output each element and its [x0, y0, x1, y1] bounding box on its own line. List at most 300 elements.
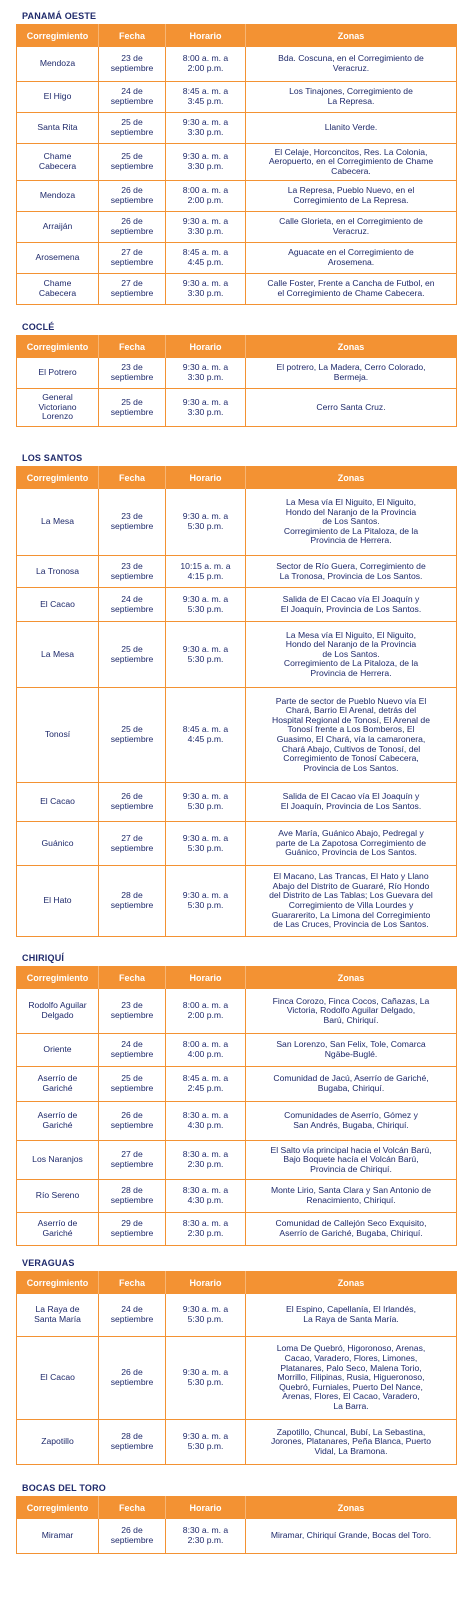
cell-corregimiento: Aserrío de Gariché — [37, 1073, 78, 1093]
cell-zonas: Aguacate en el Corregimiento de Arosemena. — [288, 247, 414, 267]
table-row — [17, 556, 457, 588]
table-cell — [246, 622, 457, 688]
table-row — [17, 822, 457, 866]
section-1 — [16, 319, 456, 427]
table-cell — [17, 489, 99, 556]
cell-horario: 9:30 a. m. a 5:30 p.m. — [182, 791, 229, 811]
table-cell — [99, 866, 166, 937]
table-cell — [17, 1294, 99, 1337]
column-header: Horario — [166, 25, 246, 48]
table-cell — [246, 822, 457, 866]
cell-zonas: Calle Foster, Frente a Cancha de Futbol, en el Corregimiento de Chame Cabecera. — [267, 278, 435, 298]
cell-horario: 8:45 a. m. a 4:45 p.m. — [182, 247, 229, 267]
table-cell — [246, 1420, 457, 1465]
cell-zonas: Parte de sector de Pueblo Nuevo vía El Chará, Barrio El Arenal, detrás del Hospital Regional de Tonosí, El Arenal de Tonosí frente a Los Bomberos, El Guasimo, El Chará, vía la camaronera, Chará Abajo, Cultivos de Tonosí, del Corregimiento de Tonosí Cabecera, Provincia de Los Santos. — [272, 695, 430, 773]
cell-zonas: Salida de El Cacao vía El Joaquín y El Joaquín, Provincia de Los Santos. — [280, 593, 422, 614]
cell-corregimiento: Guánico — [41, 837, 74, 848]
table-cell — [246, 243, 457, 274]
cell-corregimiento: Aserrío de Gariché — [37, 1218, 78, 1238]
cell-corregimiento: Mendoza — [39, 58, 76, 69]
column-header: Horario — [166, 1497, 246, 1520]
table-row — [17, 212, 457, 243]
table-cell — [166, 144, 246, 181]
table-cell — [99, 1102, 166, 1141]
column-header: Corregimiento — [17, 1272, 99, 1295]
table-row — [17, 243, 457, 274]
cell-fecha: 23 de septiembre — [110, 362, 154, 382]
table-cell — [99, 1294, 166, 1337]
cell-corregimiento: Chame Cabecera — [38, 278, 77, 298]
cell-horario: 9:30 a. m. a 3:30 p.m. — [182, 396, 229, 417]
cell-corregimiento: Tonosí — [44, 729, 71, 740]
table-cell — [99, 144, 166, 181]
table-cell — [99, 1519, 166, 1554]
table-cell — [17, 1337, 99, 1420]
cell-corregimiento: Miramar — [41, 1530, 74, 1541]
column-header: Corregimiento — [17, 336, 99, 359]
table-cell — [17, 622, 99, 688]
table-cell — [166, 1180, 246, 1213]
cell-horario: 8:30 a. m. a 4:30 p.m. — [182, 1110, 229, 1130]
table-cell — [246, 113, 457, 144]
column-header: Zonas — [246, 967, 457, 990]
table-cell — [246, 1034, 457, 1067]
cell-fecha: 27 de septiembre — [110, 832, 154, 853]
table-cell — [99, 588, 166, 622]
cell-horario: 9:30 a. m. a 5:30 p.m. — [182, 1367, 229, 1387]
table-cell — [99, 489, 166, 556]
table-cell — [246, 556, 457, 588]
cell-corregimiento: Oriente — [43, 1044, 72, 1055]
table-cell — [17, 588, 99, 622]
column-header: Corregimiento — [17, 967, 99, 990]
section-3 — [16, 950, 456, 1246]
table-cell — [99, 688, 166, 783]
cell-horario: 8:00 a. m. a 4:00 p.m. — [182, 1039, 229, 1059]
table-cell — [17, 556, 99, 588]
table-cell — [246, 1294, 457, 1337]
cell-corregimiento: El Potrero — [38, 367, 77, 378]
cell-fecha: 25 de septiembre — [110, 1073, 154, 1093]
cell-horario: 8:45 a. m. a 4:45 p.m. — [182, 724, 229, 744]
cell-horario: 8:30 a. m. a 2:30 p.m. — [182, 1218, 229, 1238]
cell-corregimiento: Chame Cabecera — [38, 151, 77, 171]
table-cell — [17, 113, 99, 144]
table-cell — [246, 274, 457, 305]
table-cell — [166, 556, 246, 588]
table-row — [17, 866, 457, 937]
cell-zonas: La Mesa vía El Niguito, El Niguito, Hondo del Naranjo de la Provincia de Los Santos. Corregimiento de La Pitaloza, de la Provincia de Herrera. — [283, 629, 419, 678]
column-header: Corregimiento — [17, 1497, 99, 1520]
column-header: Zonas — [246, 467, 457, 490]
section-title: COCLÉ — [22, 322, 55, 332]
column-header: Horario — [166, 467, 246, 490]
table-cell — [246, 47, 457, 82]
schedule-table — [16, 335, 457, 427]
cell-fecha: 26 de septiembre — [110, 791, 154, 811]
table-cell — [17, 47, 99, 82]
cell-fecha: 25 de septiembre — [110, 117, 154, 137]
table-cell — [99, 1180, 166, 1213]
cell-zonas: Comunidad de Jacú, Aserrío de Gariché, Bugaba, Chiriquí. — [273, 1073, 429, 1093]
section-4 — [16, 1255, 456, 1465]
section-title: LOS SANTOS — [22, 453, 83, 463]
cell-zonas: Cerro Santa Cruz. — [316, 401, 386, 412]
schedule-table — [16, 24, 457, 305]
cell-zonas: Salida de El Cacao vía El Joaquín y El Joaquín, Provincia de Los Santos. — [280, 791, 422, 811]
cell-fecha: 24 de septiembre — [110, 593, 154, 614]
cell-fecha: 28 de septiembre — [110, 1431, 154, 1451]
section-title: PANAMÁ OESTE — [22, 11, 97, 21]
table-cell — [99, 1141, 166, 1180]
table-cell — [17, 82, 99, 113]
table-cell — [99, 989, 166, 1034]
cell-fecha: 28 de septiembre — [110, 890, 154, 910]
cell-corregimiento: Arosemena — [35, 252, 80, 263]
cell-horario: 8:45 a. m. a 2:45 p.m. — [182, 1073, 229, 1093]
table-cell — [99, 389, 166, 427]
table-cell — [166, 1213, 246, 1246]
schedule-table — [16, 1496, 457, 1554]
cell-fecha: 25 de septiembre — [110, 151, 154, 171]
table-cell — [166, 489, 246, 556]
table-cell — [99, 113, 166, 144]
cell-horario: 9:30 a. m. a 3:30 p.m. — [182, 278, 229, 298]
cell-fecha: 26 de septiembre — [110, 1525, 154, 1545]
cell-corregimiento: La Mesa — [41, 516, 74, 527]
cell-corregimiento: Los Naranjos — [32, 1154, 83, 1165]
table-cell — [17, 1102, 99, 1141]
cell-horario: 8:30 a. m. a 2:30 p.m. — [182, 1525, 229, 1545]
section-2 — [16, 450, 456, 937]
table-cell — [246, 688, 457, 783]
table-cell — [99, 1337, 166, 1420]
column-header: Fecha — [99, 967, 166, 990]
table-row — [17, 47, 457, 82]
table-cell — [246, 783, 457, 822]
table-row — [17, 783, 457, 822]
cell-corregimiento: El Hato — [43, 895, 72, 906]
cell-horario: 9:30 a. m. a 3:30 p.m. — [182, 362, 229, 382]
column-header: Horario — [166, 1272, 246, 1295]
table-cell — [99, 1034, 166, 1067]
cell-zonas: Ave María, Guánico Abajo, Pedregal y parte de La Zapotosa Corregimiento de Guánico, Provincia de Los Santos. — [275, 828, 426, 858]
table-cell — [166, 1102, 246, 1141]
cell-horario: 8:45 a. m. a 3:45 p.m. — [182, 86, 229, 106]
cell-fecha: 23 de septiembre — [110, 1000, 154, 1020]
column-header: Fecha — [99, 467, 166, 490]
cell-zonas: Los Tinajones, Corregimiento de La Represa. — [289, 86, 413, 106]
cell-fecha: 24 de septiembre — [110, 1304, 154, 1324]
cell-zonas: El potrero, La Madera, Cerro Colorado, Bermeja. — [276, 362, 426, 382]
table-cell — [99, 181, 166, 212]
table-row — [17, 274, 457, 305]
table-cell — [166, 822, 246, 866]
table-cell — [246, 358, 457, 389]
table-cell — [99, 1067, 166, 1102]
table-cell — [17, 783, 99, 822]
cell-corregimiento: La Mesa — [41, 648, 74, 659]
section-0 — [16, 8, 456, 305]
cell-zonas: El Celaje, Horconcitos, Res. La Colonia, Aeropuerto, en el Corregimiento de Chame Cabecera. — [268, 146, 434, 176]
table-cell — [17, 181, 99, 212]
table-row — [17, 181, 457, 212]
table-row — [17, 1067, 457, 1102]
cell-zonas: Comunidad de Callejón Seco Exquisito, Aserrío de Gariché, Bugaba, Chiriquí. — [275, 1218, 427, 1238]
cell-corregimiento: La Tronosa — [36, 565, 79, 576]
column-header: Zonas — [246, 336, 457, 359]
table-row — [17, 1141, 457, 1180]
header-row — [17, 336, 457, 359]
column-header: Zonas — [246, 1497, 457, 1520]
cell-zonas: Finca Corozo, Finca Cocos, Cañazas, La Victoria, Rodolfo Aguilar Delgado, Barú, Chiriquí. — [272, 995, 430, 1025]
schedule-table — [16, 966, 457, 1246]
cell-fecha: 23 de septiembre — [110, 560, 154, 581]
table-cell — [166, 358, 246, 389]
cell-horario: 9:30 a. m. a 5:30 p.m. — [182, 593, 229, 614]
cell-zonas: San Lorenzo, San Felix, Tole, Comarca Ngäbe-Buglé. — [276, 1039, 426, 1059]
table-cell — [246, 989, 457, 1034]
table-row — [17, 113, 457, 144]
table-cell — [166, 274, 246, 305]
table-row — [17, 622, 457, 688]
cell-zonas: Bda. Coscuna, en el Corregimiento de Veracruz. — [278, 53, 424, 73]
table-cell — [246, 588, 457, 622]
cell-fecha: 24 de septiembre — [110, 1039, 154, 1059]
column-header: Horario — [166, 336, 246, 359]
column-header: Fecha — [99, 1272, 166, 1295]
cell-corregimiento: General Victoriano Lorenzo — [38, 392, 77, 422]
cell-horario: 9:30 a. m. a 5:30 p.m. — [182, 511, 229, 531]
cell-corregimiento: El Cacao — [40, 796, 75, 807]
table-cell — [246, 181, 457, 212]
table-cell — [246, 1067, 457, 1102]
table-cell — [99, 274, 166, 305]
table-cell — [166, 1141, 246, 1180]
table-cell — [166, 47, 246, 82]
table-cell — [17, 1420, 99, 1465]
cell-corregimiento: El Higo — [43, 91, 72, 102]
cell-corregimiento: Mendoza — [39, 190, 76, 201]
cell-fecha: 25 de septiembre — [110, 724, 154, 744]
table-cell — [246, 1102, 457, 1141]
table-cell — [166, 181, 246, 212]
cell-zonas: La Mesa vía El Niguito, El Niguito, Hondo del Naranjo de la Provincia de Los Santos. Corregimiento de La Pitaloza, de la Provincia de Herrera. — [283, 497, 419, 546]
table-cell — [246, 212, 457, 243]
cell-horario: 9:30 a. m. a 5:30 p.m. — [182, 832, 229, 853]
cell-fecha: 23 de septiembre — [110, 511, 154, 531]
table-row — [17, 358, 457, 389]
cell-corregimiento: El Cacao — [40, 598, 75, 609]
section-title: VERAGUAS — [22, 1258, 75, 1268]
table-cell — [166, 1067, 246, 1102]
table-cell — [166, 212, 246, 243]
table-cell — [166, 1294, 246, 1337]
cell-fecha: 24 de septiembre — [110, 86, 154, 106]
table-cell — [246, 1213, 457, 1246]
table-row — [17, 144, 457, 181]
column-header: Zonas — [246, 25, 457, 48]
table-cell — [166, 622, 246, 688]
table-cell — [99, 783, 166, 822]
table-cell — [99, 622, 166, 688]
cell-horario: 9:30 a. m. a 5:30 p.m. — [182, 1304, 229, 1324]
table-cell — [166, 783, 246, 822]
table-cell — [166, 113, 246, 144]
column-header: Horario — [166, 967, 246, 990]
cell-fecha: 25 de septiembre — [110, 643, 154, 664]
cell-corregimiento: Arraiján — [42, 221, 73, 232]
cell-fecha: 27 de septiembre — [110, 1149, 154, 1169]
cell-horario: 9:30 a. m. a 5:30 p.m. — [182, 643, 229, 664]
table-cell — [166, 1337, 246, 1420]
cell-fecha: 26 de septiembre — [110, 1367, 154, 1387]
table-row — [17, 1519, 457, 1554]
header-row — [17, 1272, 457, 1295]
cell-corregimiento: Aserrío de Gariché — [37, 1110, 78, 1130]
table-cell — [166, 866, 246, 937]
cell-fecha: 29 de septiembre — [110, 1218, 154, 1238]
cell-horario: 8:00 a. m. a 2:00 p.m. — [182, 53, 229, 73]
cell-horario: 9:30 a. m. a 3:30 p.m. — [182, 117, 229, 137]
schedule-table — [16, 466, 457, 937]
table-cell — [166, 243, 246, 274]
table-cell — [17, 688, 99, 783]
table-cell — [99, 1420, 166, 1465]
cell-horario: 9:30 a. m. a 5:30 p.m. — [182, 1431, 229, 1451]
cell-zonas: El Macano, Las Trancas, El Hato y Llano Abajo del Distrito de Guararé, Río Hondo del Distrito de Las Tablas; Los Guevara del Corregimiento de Villa Lourdes y Guararerito, La Limona del Corregimiento de Las Cruces, Provincia de Los Santos. — [269, 871, 433, 930]
cell-fecha: 27 de septiembre — [110, 278, 154, 298]
table-cell — [246, 389, 457, 427]
cell-corregimiento: Río Sereno — [35, 1190, 80, 1201]
column-header: Corregimiento — [17, 467, 99, 490]
table-cell — [17, 1180, 99, 1213]
table-cell — [17, 866, 99, 937]
table-row — [17, 1034, 457, 1067]
cell-zonas: Monte Lirio, Santa Clara y San Antonio de Renacimiento, Chiriquí. — [270, 1185, 432, 1205]
table-cell — [17, 1213, 99, 1246]
table-row — [17, 688, 457, 783]
table-cell — [166, 1420, 246, 1465]
table-cell — [246, 1519, 457, 1554]
column-header: Fecha — [99, 1497, 166, 1520]
cell-zonas: Zapotillo, Chuncal, Bubí, La Sebastina, Jorones, Platanares, Peña Blanca, Puerto Vidal, La Bramona. — [270, 1426, 432, 1456]
table-cell — [17, 1519, 99, 1554]
table-cell — [246, 1337, 457, 1420]
table-cell — [17, 243, 99, 274]
cell-corregimiento: La Raya de Santa María — [34, 1304, 81, 1324]
table-cell — [246, 144, 457, 181]
table-cell — [17, 274, 99, 305]
table-cell — [17, 144, 99, 181]
schedule-table — [16, 1271, 457, 1465]
table-row — [17, 389, 457, 427]
cell-corregimiento: Santa Rita — [37, 122, 78, 133]
cell-fecha: 26 de septiembre — [110, 185, 154, 205]
table-row — [17, 1213, 457, 1246]
table-cell — [246, 1180, 457, 1213]
table-row — [17, 1102, 457, 1141]
column-header: Zonas — [246, 1272, 457, 1295]
table-cell — [246, 866, 457, 937]
header-row — [17, 1497, 457, 1520]
table-row — [17, 489, 457, 556]
cell-fecha: 26 de septiembre — [110, 1110, 154, 1130]
table-row — [17, 1337, 457, 1420]
column-header: Fecha — [99, 25, 166, 48]
table-row — [17, 989, 457, 1034]
section-5 — [16, 1480, 456, 1554]
cell-zonas: Sector de Río Guera, Corregimiento de La Tronosa, Provincia de Los Santos. — [276, 560, 426, 581]
table-cell — [166, 82, 246, 113]
table-cell — [17, 212, 99, 243]
section-title: BOCAS DEL TORO — [22, 1483, 106, 1493]
table-cell — [17, 1067, 99, 1102]
table-cell — [17, 1034, 99, 1067]
cell-zonas: Calle Glorieta, en el Corregimiento de Veracruz. — [279, 216, 423, 236]
cell-horario: 9:30 a. m. a 3:30 p.m. — [182, 151, 229, 171]
table-row — [17, 1420, 457, 1465]
table-cell — [166, 989, 246, 1034]
table-cell — [166, 1519, 246, 1554]
cell-zonas: La Represa, Pueblo Nuevo, en el Corregimiento de La Represa. — [287, 185, 415, 205]
table-cell — [246, 1141, 457, 1180]
table-cell — [99, 822, 166, 866]
cell-zonas: El Salto vía principal hacia el Volcán Barú, Bajo Boquete hacía el Volcán Barú, Provincia de Chiriquí. — [270, 1144, 432, 1174]
cell-zonas: Miramar, Chiriquí Grande, Bocas del Toro. — [270, 1530, 432, 1541]
table-cell — [166, 1034, 246, 1067]
cell-horario: 8:00 a. m. a 2:00 p.m. — [182, 185, 229, 205]
table-cell — [17, 822, 99, 866]
header-row — [17, 25, 457, 48]
table-cell — [17, 1141, 99, 1180]
cell-fecha: 25 de septiembre — [110, 396, 154, 417]
table-cell — [166, 588, 246, 622]
cell-zonas: Comunidades de Aserrío, Gómez y San Andrés, Bugaba, Chiriquí. — [284, 1110, 418, 1130]
section-title: CHIRIQUÍ — [22, 953, 65, 963]
table-cell — [99, 556, 166, 588]
cell-horario: 8:00 a. m. a 2:00 p.m. — [182, 1000, 229, 1020]
header-row — [17, 967, 457, 990]
table-cell — [246, 82, 457, 113]
table-cell — [99, 243, 166, 274]
cell-zonas: Loma De Quebró, Higoronoso, Arenas, Cacao, Varadero, Flores, Limones, Platanares, Palo Seco, Malena Torio, Morrillo, Filipinas, Rusia, Higueronoso, Quebró, Furniales, Puerto Del Nance, Arenas, Flores, El Cacao, Varadero, La Barra. — [276, 1343, 426, 1411]
cell-fecha: 26 de septiembre — [110, 216, 154, 236]
cell-fecha: 27 de septiembre — [110, 247, 154, 267]
cell-horario: 8:30 a. m. a 2:30 p.m. — [182, 1149, 229, 1169]
table-cell — [99, 212, 166, 243]
cell-corregimiento: El Cacao — [40, 1372, 75, 1383]
column-header: Corregimiento — [17, 25, 99, 48]
table-cell — [246, 489, 457, 556]
cell-fecha: 28 de septiembre — [110, 1185, 154, 1205]
table-row — [17, 1294, 457, 1337]
cell-horario: 10:15 a. m. a 4:15 p.m. — [180, 560, 231, 581]
cell-corregimiento: Rodolfo Aguilar Delgado — [28, 1000, 87, 1020]
table-cell — [166, 389, 246, 427]
cell-horario: 8:30 a. m. a 4:30 p.m. — [182, 1185, 229, 1205]
table-row — [17, 82, 457, 113]
table-cell — [17, 389, 99, 427]
column-header: Fecha — [99, 336, 166, 359]
table-cell — [17, 358, 99, 389]
table-row — [17, 588, 457, 622]
table-cell — [99, 1213, 166, 1246]
cell-zonas: El Espino, Capellanía, El Irlandés, La Raya de Santa María. — [286, 1304, 416, 1324]
cell-corregimiento: Zapotillo — [41, 1436, 74, 1447]
header-row — [17, 467, 457, 490]
cell-horario: 9:30 a. m. a 3:30 p.m. — [182, 216, 229, 236]
